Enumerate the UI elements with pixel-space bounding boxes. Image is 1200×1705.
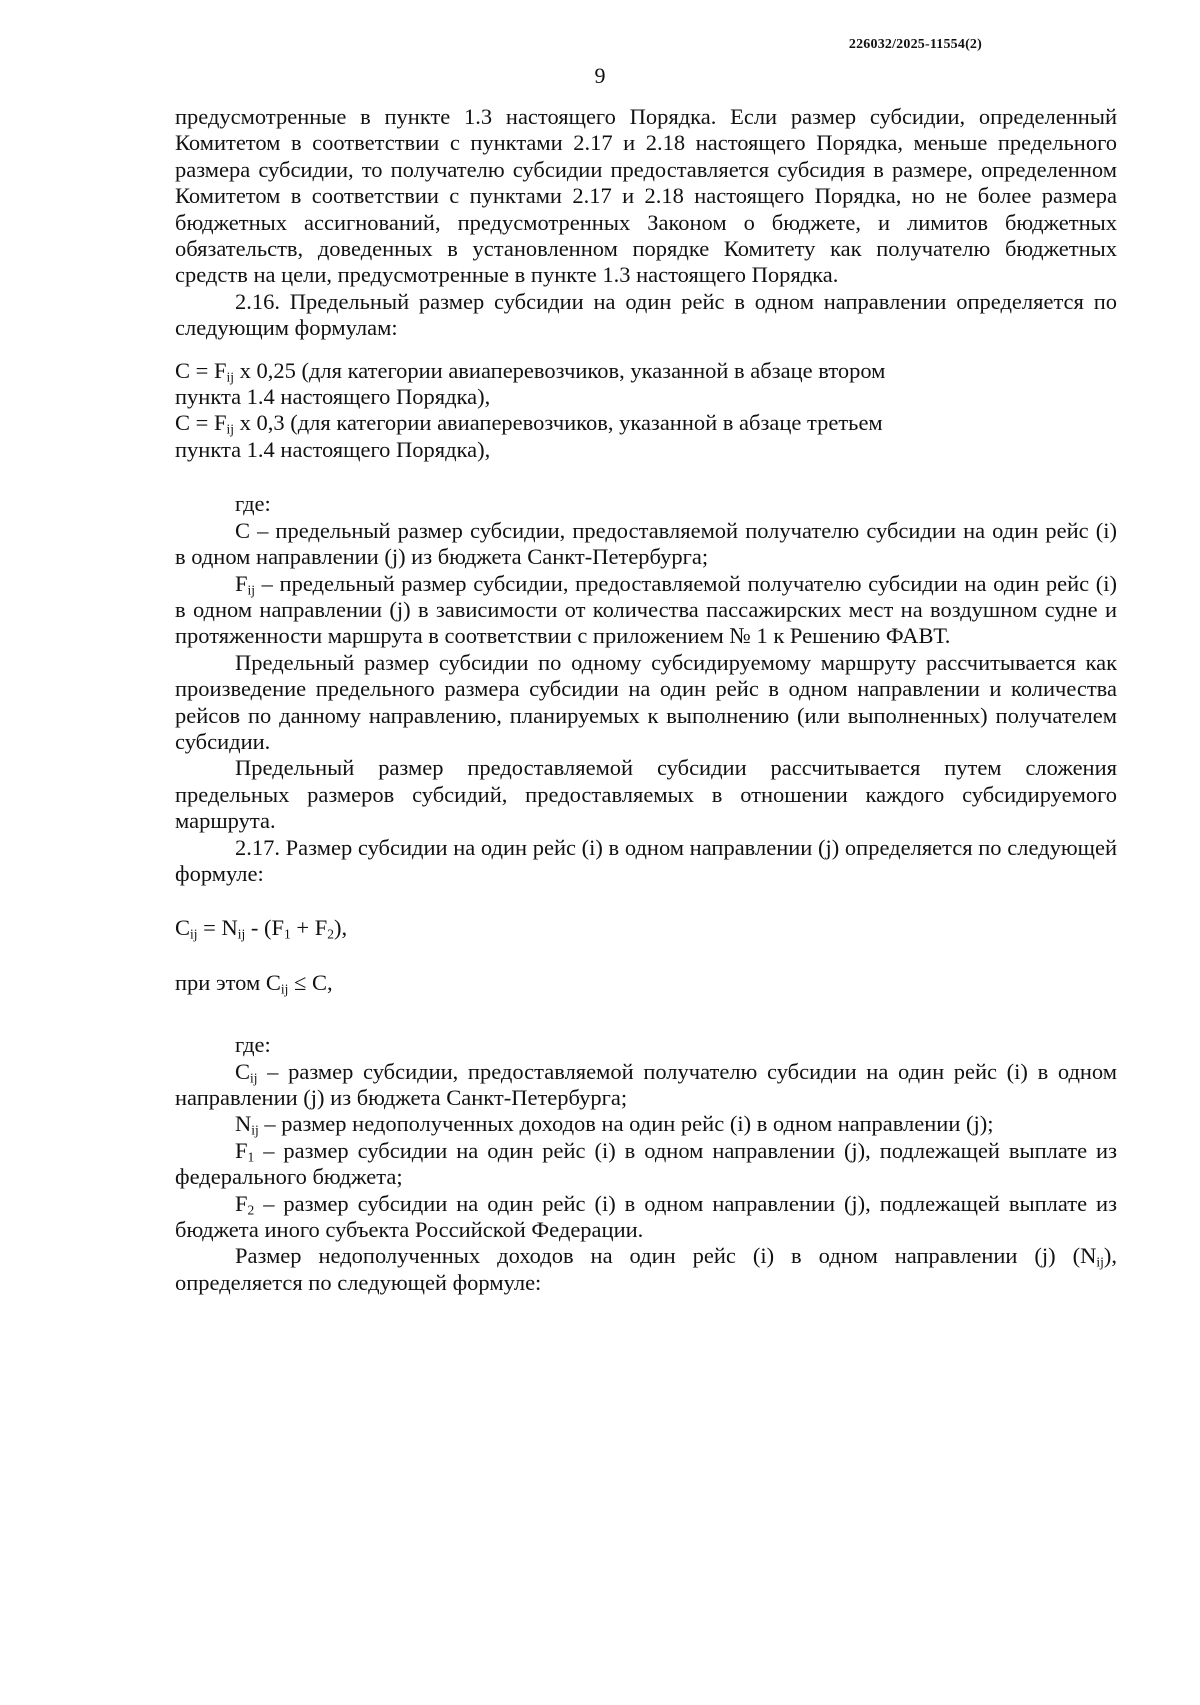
page-number: 9 (594, 63, 606, 88)
paragraph-route-limit: Предельный размер субсидии по одному субсидируемому маршруту рассчитывается как произведение предельного размера субсидии на один рейс в одном направлении и количества рейсов по данному направлению, планируемых к выполнению (или выполненных) получателем субсидии. (175, 649, 1117, 754)
formula-cij: $C_{ij} = N_{ij} - (F_1 + F_2)$, (175, 915, 348, 942)
formula-limit-2-line2: пункта 1.4 настоящего Порядка), (175, 436, 491, 462)
paragraph-total-limit: Предельный размер предоставляемой субсидии рассчитывается путем сложения предельных размеров субсидий, предоставляемых в отношении каждого субсидируемого маршрута. (175, 755, 1117, 834)
paragraph-lost-income: Размер недополученных доходов на один рейс (i) в одном направлении (j) $(N_{ij})$, определяется по следующей формуле: (175, 1243, 1117, 1295)
definition-cij: $C_{ij}$ – размер субсидии, предоставляемой получателю субсидии на один рейс (i) в одном направлении (j) из бюджета Санкт-Петербурга; (175, 1058, 1117, 1110)
paragraph-continuation: предусмотренные в пункте 1.3 настоящего Порядка. Если размер субсидии, определенный Комитетом в соответствии с пунктами 2.17 и 2.18 настоящего Порядка, меньше предельного размера субсидии, то получателю субсидии предоставляется субсидия в размере, определенном Комитетом в соответствии с пунктами 2.17 и 2.18 настоящего Порядка, но не более размера бюджетных ассигнований, предусмотренных Законом о бюджете, и лимитов бюджетных обязательств, доведенных в установленном порядке Комитету как получателю бюджетных средств на цели, предусмотренные в пункте 1.3 настоящего Порядка. (175, 104, 1117, 288)
formula-limit-1: $C = F_{ij}$ x 0,25 (для категории авиаперевозчиков, указанной в абзаце втором (175, 357, 886, 385)
paragraph-2-17: 2.17. Размер субсидии на один рейс (i) в одном направлении (j) определяется по следующей формуле: (175, 834, 1117, 886)
formula-limit-1-line2: пункта 1.4 настоящего Порядка), (175, 384, 491, 410)
definition-fij: $F_{ij}$ – предельный размер субсидии, предоставляемой получателю субсидии на один рейс (i) в одном направлении (j) в зависимости от количества пассажирских мест на воздушном судне и протяженности маршрута в соответствии с приложением № 1 к Решению ФАВТ. (175, 570, 1117, 649)
formula-constraint: при этом $C_{ij} \le C$, (175, 969, 333, 997)
where-label-2: где: (235, 1032, 271, 1058)
document-registration-number: 226032/2025-11554(2) (848, 37, 982, 52)
definition-f2: $F_2$ – размер субсидии на один рейс (i) в одном направлении (j), подлежащей выплате из бюджета иного субъекта Российской Федерации. (175, 1190, 1117, 1243)
formula-limit-2: $C = F_{ij}$ x 0,3 (для категории авиаперевозчиков, указанной в абзаце третьем (175, 410, 883, 437)
formula-block-limits (175, 358, 1117, 464)
where-label-1: где: (235, 491, 271, 517)
definition-c: C – предельный размер субсидии, предоставляемой получателю субсидии на один рейс (i) в одном направлении (j) из бюджета Санкт-Петербурга; (175, 517, 1117, 570)
definition-nij: $N_{ij}$ – размер недополученных доходов на один рейс (i) в одном направлении (j); (235, 1111, 994, 1138)
definition-f1: $F_1$ – размер субсидии на один рейс (i) в одном направлении (j), подлежащей выплате из федерального бюджета; (175, 1137, 1117, 1190)
paragraph-2-16: 2.16. Предельный размер субсидии на один рейс в одном направлении определяется по следующим формулам: (175, 288, 1117, 341)
document-body (175, 104, 1117, 1296)
